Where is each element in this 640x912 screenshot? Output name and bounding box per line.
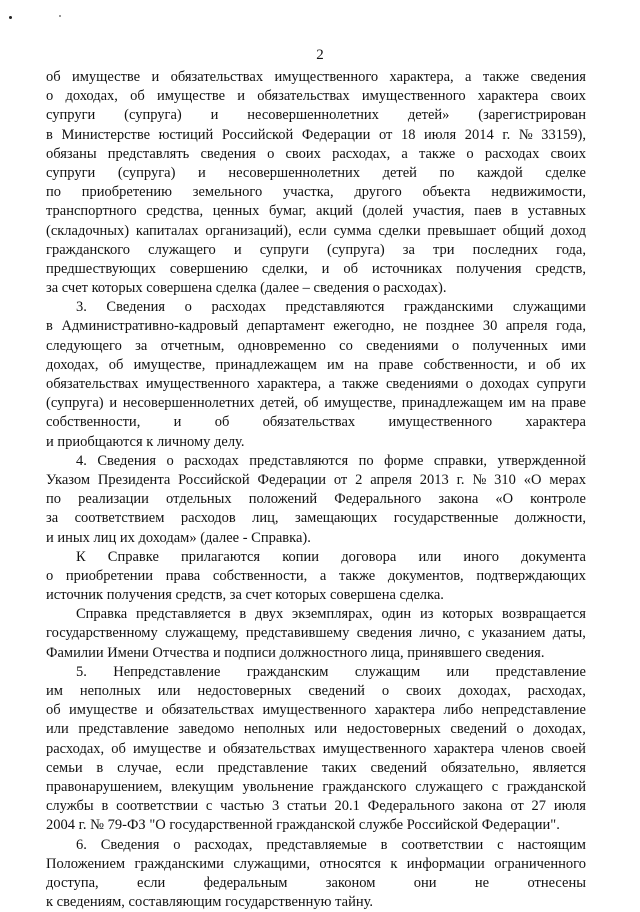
text-line: и приобщаются к личному делу. [46,433,245,450]
text-line: 5. Непредставление гражданским служащим или представление [76,663,586,680]
text-line: собственности, и об обязательствах имущественного характера [46,414,586,431]
text-line: 3. Сведения о расходах представляются гражданскими служащими [76,299,586,316]
text-line: гражданского служащего и супруги (супруга) за три последних года, [46,241,586,258]
text-line: об имуществе и обязательствах имущественного характера либо непредставление [46,702,586,719]
text-line: Положением гражданскими служащими, относятся к информации ограниченного [46,855,586,872]
text-line: службы в соответствии с частью 3 статьи 20.1 Федерального закона от 27 июля [46,798,586,815]
text-line: доходах, об имуществе, принадлежащем им на праве собственности, и об их [46,356,586,373]
text-line: по приобретению земельного участка, другого объекта недвижимости, [46,184,586,201]
text-line: государственному служащему, представившему сведения лично, с указанием даты, [46,625,586,642]
text-line: доступа, если федеральным законом они не отнесены [46,874,586,891]
text-line: в Административно-кадровый департамент ежегодно, не позднее 30 апреля года, [46,318,586,335]
text-line: супруги (супруга) и несовершеннолетних детей» (зарегистрирован [46,107,586,124]
text-line: источник получения средств, за счет которых совершена сделка. [46,587,444,604]
text-line: за счет которых совершена сделка (далее – сведения о расходах). [46,280,447,297]
text-line: к сведениям, составляющим государственную тайну. [46,894,374,911]
text-line: об имуществе и обязательствах имущественного характера, а также сведения [46,69,586,85]
text-line: правонарушением, влекущим увольнение гражданского служащего с гражданской [46,778,586,795]
text-line: 4. Сведения о расходах представляются по форме справки, утвержденной [76,452,586,469]
text-line: обязаны представлять сведения о своих расходах, а также о расходах своих [46,145,586,162]
text-line: обязательствах имущественного характера, а также сведениями о доходах супруги [46,376,586,392]
page-number: 2 [316,47,324,63]
text-line: К Справке прилагаются копии договора или иного документа [76,548,586,565]
text-line: семьи в случае, если представление таких сведений обязательно, является [46,759,586,776]
text-line: расходах, об имуществе и обязательствах имущественного характера членов своей [46,740,586,757]
text-line: за соответствием расходов лиц, замещающих государственные должности, [46,510,586,527]
text-line: (супруга) и несовершеннолетних детей, об имуществе, принадлежащем им на праве [46,395,586,412]
text-line: о приобретении права собственности, а также документов, подтверждающих [46,567,586,584]
text-line: по реализации отдельных положений Федерального закона «О контроле [46,491,586,508]
text-line: супруги (супруга) и несовершеннолетних детей по каждой сделке [46,164,586,181]
text-line: 2004 г. № 79-ФЗ "О государственной гражданской службе Российской Федерации". [46,817,560,834]
text-line: Справка представляется в двух экземплярах, один из которых возвращается [76,606,586,623]
text-line: Фамилии Имени Отчества и подписи должностного лица, принявшего сведения. [46,644,545,661]
scan-speck [9,16,12,19]
text-line: или представление заведомо неполных или недостоверных сведений о доходах, [46,721,586,738]
text-line: транспортного средства, ценных бумаг, акций (долей участия, паев в уставных [46,203,586,220]
text-line: и иных лиц их доходам» (далее - Справка). [46,529,311,546]
text-line: Указом Президента Российской Федерации от 2 апреля 2013 г. № 310 «О мерах [46,471,586,488]
text-line: следующего за отчетным, одновременно со сведениями о полученных ими [46,337,586,354]
text-line: им неполных или недостоверных сведений о своих доходах, расходах, [46,683,586,699]
text-line: (складочных) капиталах организаций), если сумма сделки превышает общий доход [46,222,586,239]
text-line: предшествующих совершению сделки, и об источниках получения средств, [46,260,586,277]
text-line: о доходах, об имуществе и обязательствах имущественного характера своих [46,88,586,105]
document-body [46,68,586,912]
text-line: в Министерстве юстиций Российской Федерации от 18 июля 2014 г. № 33159), [46,126,586,143]
text-line: 6. Сведения о расходах, представляемые в соответствии с настоящим [76,836,586,853]
scan-speck [59,15,61,17]
